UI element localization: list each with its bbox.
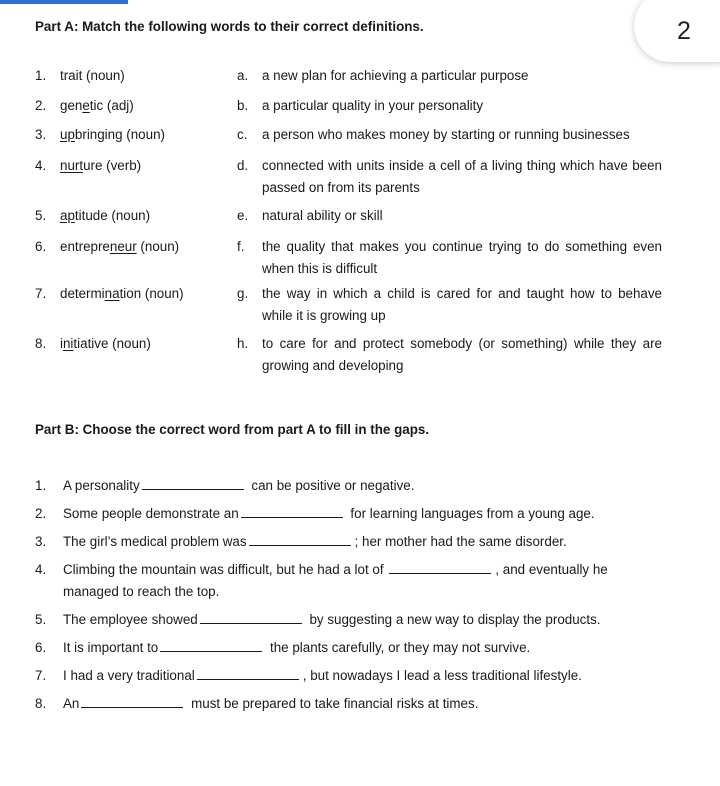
- word-item: nurture (verb): [60, 158, 142, 173]
- gap-blank[interactable]: [389, 563, 491, 574]
- word-item: upbringing (noun): [60, 127, 165, 142]
- word-number: 5.: [35, 208, 47, 223]
- word-number: 3.: [35, 127, 47, 142]
- definition-text: natural ability or skill: [262, 208, 383, 223]
- word-number: 7.: [35, 286, 47, 301]
- word-item: genetic (adj): [60, 98, 134, 113]
- gap-sentence: The girl’s medical problem was ; her mother had the same disorder.: [63, 534, 567, 549]
- sentence-number: 6.: [35, 640, 47, 655]
- sentence-number: 4.: [35, 562, 47, 577]
- sentence-number: 1.: [35, 478, 47, 493]
- definition-letter: e.: [237, 208, 249, 223]
- word-number: 2.: [35, 98, 47, 113]
- definition-text: to care for and protect somebody (or something) while they are growing and developing: [262, 336, 662, 373]
- gap-sentence: Climbing the mountain was difficult, but he had a lot of , and eventually he managed to reach the top.: [63, 562, 608, 599]
- word-item: initiative (noun): [60, 336, 151, 351]
- definition-letter: c.: [237, 127, 248, 142]
- definition-text: a person who makes money by starting or running businesses: [262, 127, 630, 142]
- definition-letter: a.: [237, 68, 249, 83]
- word-item: determination (noun): [60, 286, 184, 301]
- part-a-title: Part A: Match the following words to their correct definitions.: [35, 19, 424, 34]
- gap-sentence: It is important to the plants carefully, or they may not survive.: [63, 640, 531, 655]
- gap-blank[interactable]: [197, 669, 299, 680]
- definition-letter: d.: [237, 158, 249, 173]
- definition-letter: f.: [237, 239, 245, 254]
- word-item: trait (noun): [60, 68, 125, 83]
- gap-blank[interactable]: [160, 641, 262, 652]
- gap-blank[interactable]: [241, 507, 343, 518]
- word-item: entrepreneur (noun): [60, 239, 180, 254]
- gap-sentence: The employee showed by suggesting a new way to display the products.: [63, 612, 601, 627]
- word-number: 4.: [35, 158, 47, 173]
- gap-sentence: A personality can be positive or negative.: [63, 478, 415, 493]
- definition-letter: g.: [237, 286, 249, 301]
- corner-accent-bar: [0, 0, 128, 4]
- page-number-badge: [634, 0, 720, 62]
- gap-sentence: An must be prepared to take financial risks at times.: [63, 696, 479, 711]
- gap-sentence: Some people demonstrate an for learning languages from a young age.: [63, 506, 595, 521]
- word-number: 6.: [35, 239, 47, 254]
- sentence-number: 5.: [35, 612, 47, 627]
- gap-sentence: I had a very traditional , but nowadays I lead a less traditional lifestyle.: [63, 668, 582, 683]
- gap-blank[interactable]: [81, 697, 183, 708]
- word-number: 8.: [35, 336, 47, 351]
- sentence-number: 8.: [35, 696, 47, 711]
- definition-text: a particular quality in your personality: [262, 98, 484, 113]
- gap-blank[interactable]: [142, 479, 244, 490]
- sentence-number: 7.: [35, 668, 47, 683]
- gap-blank[interactable]: [200, 613, 302, 624]
- definition-text: the way in which a child is cared for and taught how to behave while it is growing up: [262, 286, 662, 323]
- part-b-title: Part B: Choose the correct word from part A to fill in the gaps.: [35, 422, 430, 437]
- sentence-number: 2.: [35, 506, 47, 521]
- definition-text: the quality that makes you continue trying to do something even when this is difficult: [262, 239, 662, 276]
- gap-blank[interactable]: [249, 535, 351, 546]
- definition-letter: h.: [237, 336, 249, 351]
- word-number: 1.: [35, 68, 47, 83]
- word-item: aptitude (noun): [60, 208, 151, 223]
- page-number: 2: [677, 17, 691, 45]
- sentence-number: 3.: [35, 534, 47, 549]
- definition-text: a new plan for achieving a particular purpose: [262, 68, 529, 83]
- definition-text: connected with units inside a cell of a living thing which have been passed on from its parents: [262, 158, 662, 195]
- definition-letter: b.: [237, 98, 249, 113]
